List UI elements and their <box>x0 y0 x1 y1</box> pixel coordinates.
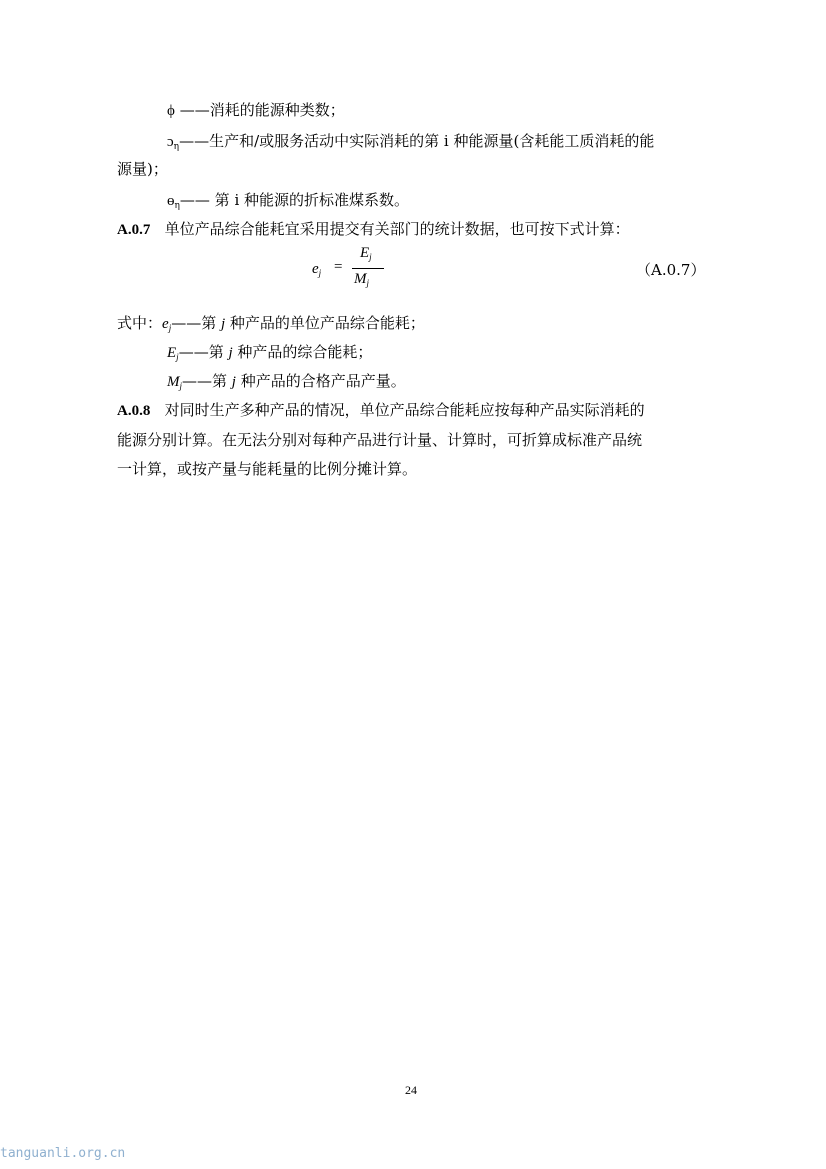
where-E-var: j <box>228 345 233 361</box>
where-M-post: 种产品的合格产品产量。 <box>235 372 406 390</box>
clause-a08-line-3 <box>117 459 417 479</box>
where-e-subscript: j <box>168 323 172 333</box>
where-E-pre: ——第 <box>178 343 229 361</box>
fraction-bar <box>352 268 384 269</box>
def-phi-text: ——消耗的能源种类数； <box>179 101 345 119</box>
formula-a07 <box>312 244 382 294</box>
where-item-M <box>167 371 406 396</box>
clause-a07 <box>117 219 630 240</box>
clause-a08-line-2 <box>117 430 642 450</box>
equation-number: （A.0.7） <box>636 261 706 279</box>
def-ci-text-2: 源量)； <box>117 160 168 178</box>
def-ei <box>167 190 409 216</box>
where-item-E <box>167 342 372 367</box>
page-number: 24 <box>405 1083 417 1097</box>
watermark: tanguanli.org.cn <box>0 1146 126 1161</box>
def-ci-text: ——生产和/或服务活动中实际消耗的第 i 种能源量(含耗能工质消耗的能 <box>179 132 655 150</box>
where-e-symbol: e <box>162 316 169 332</box>
where-M-pre: ——第 <box>182 372 232 390</box>
where-E-subscript: j <box>176 352 179 362</box>
formula-denominator-subscript: j <box>366 278 370 288</box>
formula-lhs-subscript: j <box>318 268 322 278</box>
where-E-post: 种产品的综合能耗； <box>232 343 373 361</box>
ei-subscript: η <box>174 201 180 211</box>
where-label: 式中： <box>117 314 163 332</box>
formula-numerator-symbol: E <box>360 245 370 261</box>
where-M-symbol: M <box>167 374 180 390</box>
clause-a08-text-1: 对同时生产多种产品的情况，单位产品综合能耗应按每种产品实际消耗的 <box>164 401 645 419</box>
formula-denominator <box>354 271 369 288</box>
clause-a08-text-2: 能源分别计算。在无法分别对每种产品进行计量、计算时，可折算成标准产品统 <box>117 431 643 449</box>
formula-lhs-symbol: e <box>312 261 319 277</box>
clause-a07-number: A.0.7 <box>117 222 151 238</box>
where-e-var: j <box>220 316 226 332</box>
def-phi <box>167 100 345 121</box>
formula-lhs <box>312 261 321 278</box>
phi-symbol: ϕ <box>167 103 175 119</box>
where-M-subscript: j <box>179 381 183 391</box>
clause-a08 <box>117 400 645 421</box>
where-E-symbol: E <box>167 345 177 361</box>
def-ci-cont <box>117 159 168 179</box>
formula-numerator <box>360 245 372 262</box>
formula-denominator-symbol: M <box>354 271 367 287</box>
ei-symbol: ɵ <box>167 193 175 209</box>
where-e-post: 种产品的单位产品综合能耗； <box>225 314 425 332</box>
clause-a08-text-3: 一计算，或按产量与能耗量的比例分摊计算。 <box>117 460 418 478</box>
ci-symbol: ɔ <box>167 134 174 150</box>
clause-a07-text: 单位产品综合能耗宜采用提交有关部门的统计数据，也可按下式计算： <box>164 220 630 238</box>
formula-numerator-subscript: j <box>369 252 372 262</box>
ci-subscript: η <box>173 142 180 152</box>
clause-a08-number: A.0.8 <box>117 403 151 419</box>
where-item-e <box>117 313 425 338</box>
formula-equals: = <box>334 259 343 275</box>
def-ei-text: —— 第 i 种能源的折标准煤系数。 <box>179 191 410 209</box>
def-ci <box>167 131 654 157</box>
where-M-var: j <box>231 374 236 390</box>
where-e-pre: ——第 <box>171 314 221 332</box>
